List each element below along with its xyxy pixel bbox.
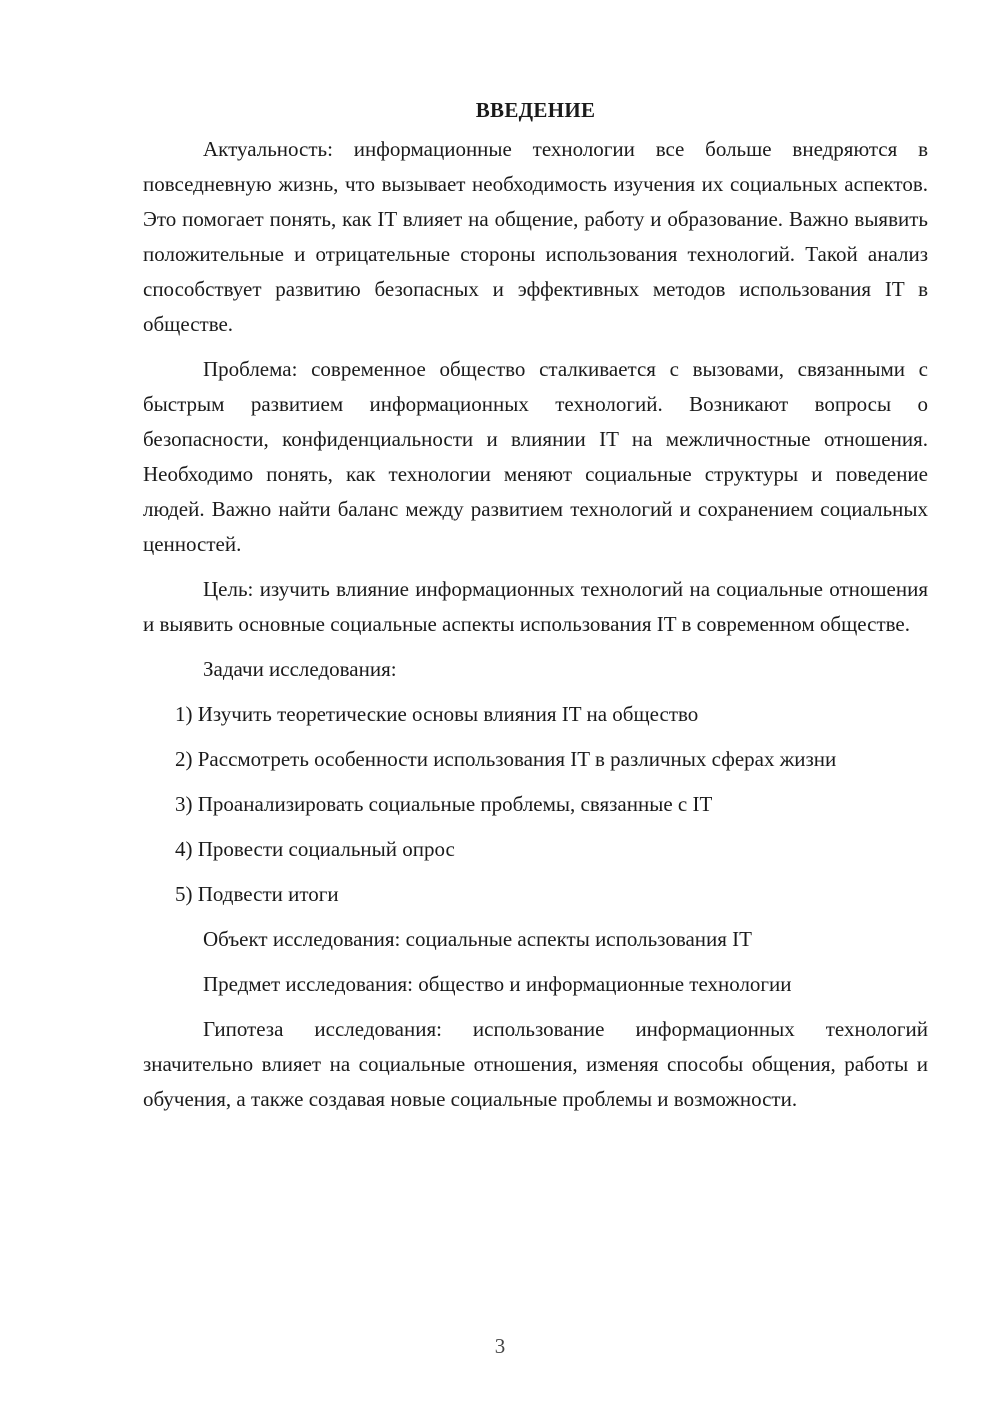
research-subject: Предмет исследования: общество и информационные технологии [203, 972, 792, 996]
document-page [143, 93, 928, 1127]
task-item-5: 5) Подвести итоги [175, 882, 339, 906]
problem-paragraph: Проблема: современное общество сталкивается с вызовами, связанными с быстрым развитием информационных технологий. Возникают вопросы о безопасности, конфиденциальности и влиянии IT на межличностные отношения. Необходимо понять, как технологии меняют социальные структуры и поведение людей. Важно найти баланс между развитием технологий и сохранением социальных ценностей. [143, 357, 928, 556]
task-item-1: 1) Изучить теоретические основы влияния IT на общество [175, 702, 699, 726]
tasks-heading: Задачи исследования: [203, 657, 397, 681]
relevance-paragraph: Актуальность: информационные технологии все больше внедряются в повседневную жизнь, что вызывает необходимость изучения их социальных аспектов. Это помогает понять, как IT влияет на общение, работу и образование. Важно выявить положительные и отрицательные стороны использования технологий. Такой анализ способствует развитию безопасных и эффективных методов использования IT в обществе. [143, 137, 928, 336]
research-object: Объект исследования: социальные аспекты использования IT [203, 927, 752, 951]
page-number: 3 [494, 1334, 506, 1358]
task-item-2: 2) Рассмотреть особенности использования IT в различных сферах жизни [175, 747, 837, 771]
task-item-3: 3) Проанализировать социальные проблемы, связанные с IT [175, 792, 713, 816]
goal-paragraph: Цель: изучить влияние информационных технологий на социальные отношения и выявить основные социальные аспекты использования IT в современном обществе. [143, 577, 928, 636]
task-item-4: 4) Провести социальный опрос [175, 837, 455, 861]
page-title: ВВЕДЕНИЕ [475, 98, 596, 122]
hypothesis-paragraph: Гипотеза исследования: использование информационных технологий значительно влияет на социальные отношения, изменяя способы общения, работы и обучения, а также создавая новые социальные проблемы и возможности. [143, 1017, 928, 1111]
